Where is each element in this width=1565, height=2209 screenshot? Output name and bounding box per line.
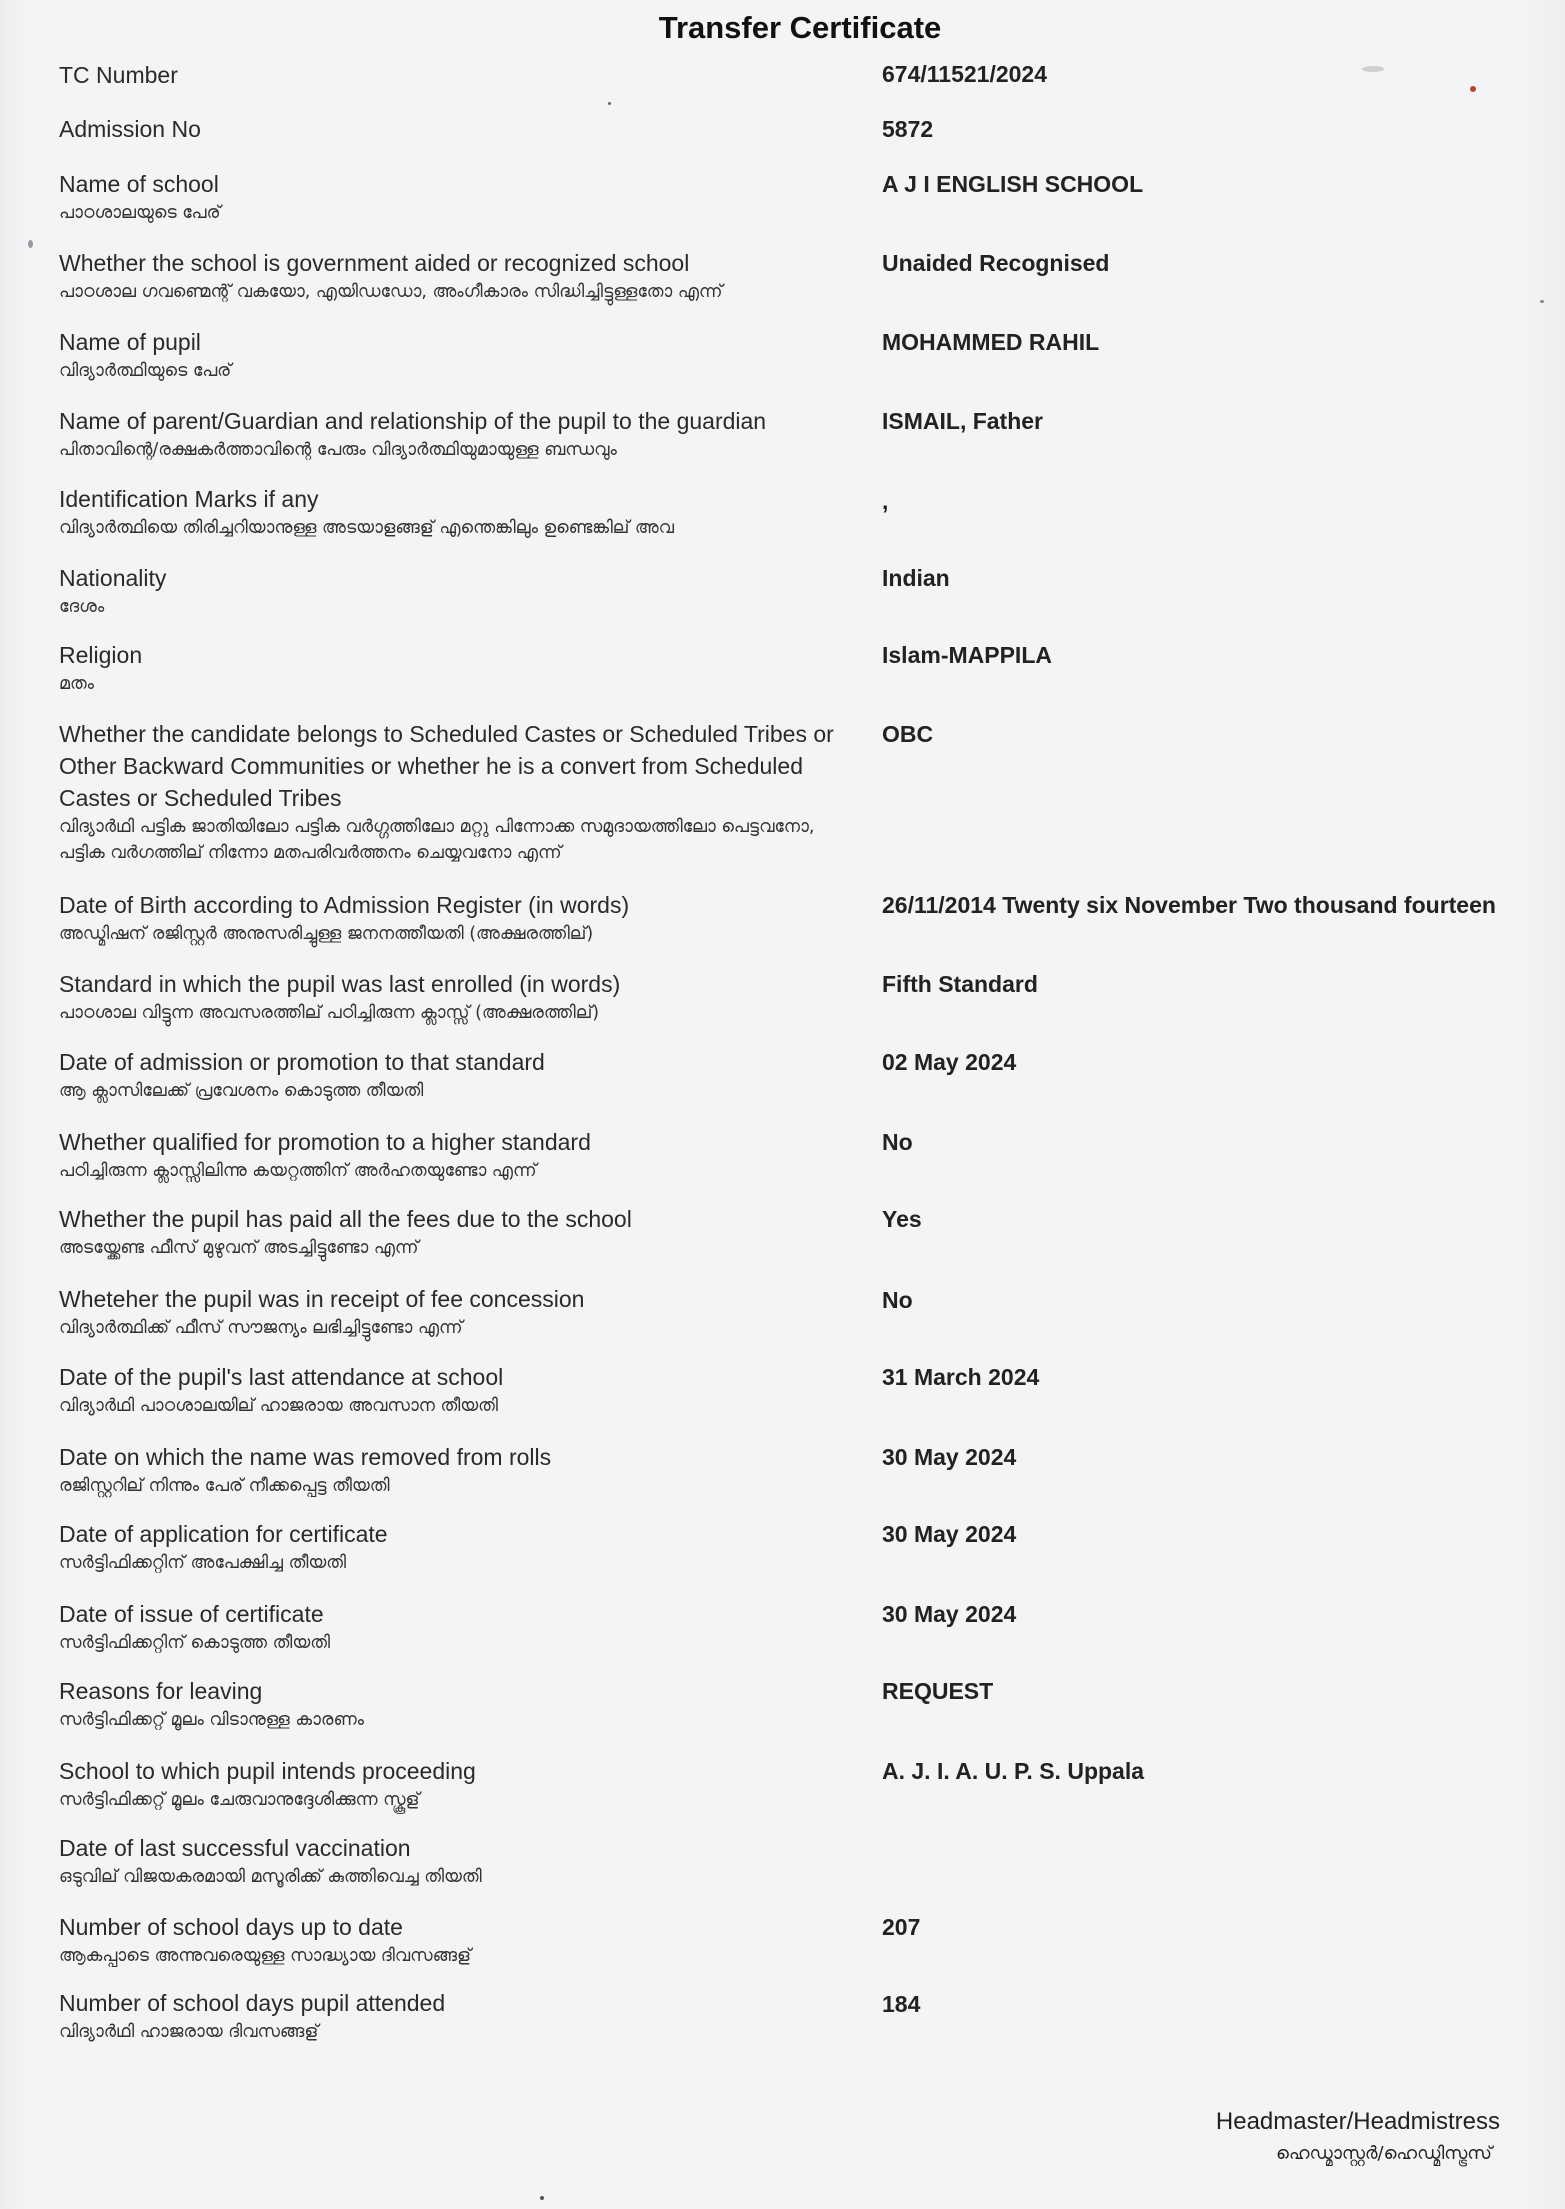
field-label-english: Religion — [59, 642, 143, 668]
field-value: 02 May 2024 — [882, 1049, 1017, 1075]
signature-label: Headmaster/Headmistress — [1215, 2108, 1500, 2135]
field-label-malayalam: വിദ്യാർത്ഥിയുടെ പേര് — [59, 361, 232, 381]
field-label-english: Date of application for certificate — [59, 1521, 388, 1547]
field-label — [59, 113, 849, 145]
field-label — [59, 1598, 849, 1656]
field-label-english: Name of school — [59, 171, 219, 197]
field-label — [59, 1675, 849, 1733]
field-value: Yes — [882, 1206, 922, 1232]
field-label — [59, 483, 849, 541]
field-label-english: Reasons for leaving — [59, 1678, 263, 1704]
field-value: No — [882, 1129, 913, 1155]
field-label-english: TC Number — [59, 62, 178, 88]
field-value: 31 March 2024 — [882, 1364, 1040, 1390]
field-label — [59, 247, 849, 305]
field-value: ISMAIL, Father — [882, 408, 1044, 434]
scan-speck — [28, 240, 33, 248]
field-label-english: Identification Marks if any — [59, 486, 319, 512]
field-label — [59, 639, 849, 697]
field-label-english: Number of school days up to date — [59, 1914, 403, 1940]
field-label-malayalam: വിദ്യാർത്ഥിയെ തിരിച്ചറിയാനുള്ള അടയാളങ്ങള് എന്തെങ്കിലും ഉണ്ടെങ്കില് അവ — [59, 518, 675, 538]
scan-speck — [1470, 86, 1476, 92]
field-label — [59, 1046, 849, 1104]
field-value: 674/11521/2024 — [882, 61, 1048, 87]
field-label — [59, 326, 849, 384]
field-label-english: Date of the pupil's last attendance at school — [59, 1364, 504, 1390]
field-label-english: Date of issue of certificate — [59, 1601, 324, 1627]
field-label-english: School to which pupil intends proceeding — [59, 1758, 476, 1784]
field-label-english: Date of last successful vaccination — [59, 1835, 411, 1861]
field-label — [59, 1518, 849, 1576]
field-label-malayalam: പാഠശാലയുടെ പേര് — [59, 203, 221, 223]
field-label-malayalam: ആ ക്ലാസിലേക്ക് പ്രവേശനം കൊടുത്ത തീയതി — [59, 1081, 424, 1101]
field-value: , — [882, 488, 889, 514]
field-label-english: Date of Birth according to Admission Register (in words) — [59, 892, 630, 918]
field-value: 30 May 2024 — [882, 1444, 1017, 1470]
field-label-english: Whether qualified for promotion to a higher standard — [59, 1129, 591, 1155]
page-title: Transfer Certificate — [658, 10, 942, 45]
field-label-malayalam: ആകപ്പാടെ അന്നുവരെയുള്ള സാദ്ധ്യായ ദിവസങ്ങള് — [59, 1946, 472, 1966]
field-label-malayalam: രജിസ്റ്ററില് നിന്നും പേര് നീക്കപ്പെട്ട തീയതി — [59, 1476, 390, 1496]
field-label-malayalam: പാഠശാല ഗവണ്മെന്റ് വകയോ, എയിഡഡോ, അംഗീകാരം സിദ്ധിച്ചിട്ടുള്ളതോ എന്ന് — [59, 282, 723, 302]
field-label-english: Wheteher the pupil was in receipt of fee concession — [59, 1286, 585, 1312]
field-label-malayalam: ഒടുവില് വിജയകരമായി മസൂരിക്ക് കുത്തിവെച്ച തിയതി — [59, 1867, 482, 1887]
field-value: Islam-MAPPILA — [882, 642, 1052, 668]
field-label — [59, 1832, 849, 1890]
field-label — [59, 1441, 849, 1499]
field-label — [59, 968, 849, 1026]
field-label-malayalam: സർട്ടിഫിക്കറ്റ് മൂലം വിടാനുള്ള കാരണം — [59, 1710, 364, 1730]
field-label-english: Whether the candidate belongs to Scheduled Castes or Scheduled Tribes or Other Backward Communities or whether he is a convert from Scheduled Castes or Scheduled Tribes — [59, 721, 834, 811]
field-value: 207 — [882, 1914, 921, 1940]
field-label — [59, 1755, 849, 1813]
field-label-english: Name of parent/Guardian and relationship of the pupil to the guardian — [59, 408, 767, 434]
field-label-malayalam: സർട്ടിഫിക്കറ്റിന് അപേക്ഷിച്ച തീയതി — [59, 1553, 347, 1573]
field-label — [59, 405, 849, 463]
scan-speck — [540, 2196, 544, 2200]
field-value: 5872 — [882, 116, 934, 142]
field-value: No — [882, 1287, 913, 1313]
field-label — [59, 562, 849, 620]
field-label-english: Date on which the name was removed from rolls — [59, 1444, 552, 1470]
field-value: A. J. I. A. U. P. S. Uppala — [882, 1758, 1145, 1784]
field-value: 30 May 2024 — [882, 1601, 1017, 1627]
field-label-malayalam: സർട്ടിഫിക്കറ്റിന് കൊടുത്ത തീയതി — [59, 1633, 331, 1653]
field-label-english: Date of admission or promotion to that standard — [59, 1049, 545, 1075]
field-label — [59, 168, 849, 226]
field-label — [59, 1361, 849, 1419]
field-value: A J I ENGLISH SCHOOL — [882, 171, 1144, 197]
field-label-english: Whether the pupil has paid all the fees due to the school — [59, 1206, 632, 1232]
field-label — [59, 1987, 849, 2045]
field-value: Indian — [882, 565, 950, 591]
field-label — [59, 59, 849, 91]
field-label-malayalam: അടയ്ക്കേണ്ട ഫീസ് മുഴുവന് അടച്ചിട്ടുണ്ടോ എന്ന് — [59, 1238, 419, 1258]
field-label-malayalam: പിതാവിന്റെ/രക്ഷകർത്താവിന്റെ പേരും വിദ്യാർത്ഥിയുമായുള്ള ബന്ധവും — [59, 440, 617, 460]
field-label — [59, 1911, 849, 1969]
field-label-english: Number of school days pupil attended — [59, 1990, 446, 2016]
field-value: Unaided Recognised — [882, 250, 1110, 276]
field-value: 30 May 2024 — [882, 1521, 1017, 1547]
field-value: Fifth Standard — [882, 971, 1038, 997]
field-label-malayalam: അഡ്മിഷന് രജിസ്റ്റർ അനുസരിച്ചുള്ള ജനനത്തീയതി (അക്ഷരത്തില്) — [59, 924, 594, 944]
scan-speck — [1362, 66, 1384, 72]
field-label-malayalam: മതം — [59, 674, 95, 694]
field-label — [59, 889, 849, 947]
field-value: REQUEST — [882, 1678, 994, 1704]
signature-label-malayalam: ഹെഡ്മാസ്റ്റർ/ഹെഡ്മിസ്ട്രസ് — [1276, 2143, 1492, 2164]
field-value: OBC — [882, 721, 934, 747]
field-label-malayalam: വിദ്യാർഥി പാഠശാലയില് ഹാജരായ അവസാന തീയതി — [59, 1396, 498, 1416]
field-label-malayalam: ദേശം — [59, 597, 105, 617]
field-label — [59, 1126, 849, 1184]
field-label-english: Name of pupil — [59, 329, 201, 355]
field-label-malayalam: വിദ്യാർഥി ഹാജരായ ദിവസങ്ങള് — [59, 2022, 319, 2042]
field-value: 184 — [882, 1991, 921, 2017]
field-label-english: Standard in which the pupil was last enrolled (in words) — [59, 971, 621, 997]
field-value: MOHAMMED RAHIL — [882, 329, 1100, 355]
scan-speck — [608, 102, 611, 105]
field-label-malayalam: പഠിച്ചിരുന്ന ക്ലാസ്സിലിന്നു കയറ്റത്തിന് അർഹതയുണ്ടോ എന്ന് — [59, 1161, 537, 1181]
field-value: 26/11/2014 Twenty six November Two thousand fourteen — [882, 892, 1496, 918]
field-label-english: Nationality — [59, 565, 167, 591]
field-label-malayalam: വിദ്യാർത്ഥിക്ക് ഫീസ് സൗജന്യം ലഭിച്ചിട്ടുണ്ടോ എന്ന് — [59, 1318, 463, 1338]
field-label — [59, 1203, 849, 1261]
scan-speck — [1540, 300, 1544, 303]
field-label-malayalam: സർട്ടിഫിക്കറ്റ് മൂലം ചേരുവാനുദ്ദേശിക്കുന്ന സ്കൂള് — [59, 1790, 420, 1810]
field-label — [59, 718, 849, 866]
field-label-english: Whether the school is government aided or recognized school — [59, 250, 690, 276]
field-label-malayalam: പാഠശാല വിട്ടുന്ന അവസരത്തില് പഠിച്ചിരുന്ന ക്ലാസ്സ് (അക്ഷരത്തില്) — [59, 1003, 600, 1023]
field-label — [59, 1283, 849, 1341]
field-label-malayalam: വിദ്യാർഥി പട്ടിക ജാതിയിലോ പട്ടിക വർഗ്ഗത്തിലോ മറ്റു പിന്നോക്ക സമുദായത്തിലോ പെട്ടവനോ, പട്ടിക വർഗത്തില് നിന്നോ മതപരിവർത്തനം ചെയ്യവനോ എന്ന് — [59, 817, 815, 863]
field-label-english: Admission No — [59, 116, 201, 142]
